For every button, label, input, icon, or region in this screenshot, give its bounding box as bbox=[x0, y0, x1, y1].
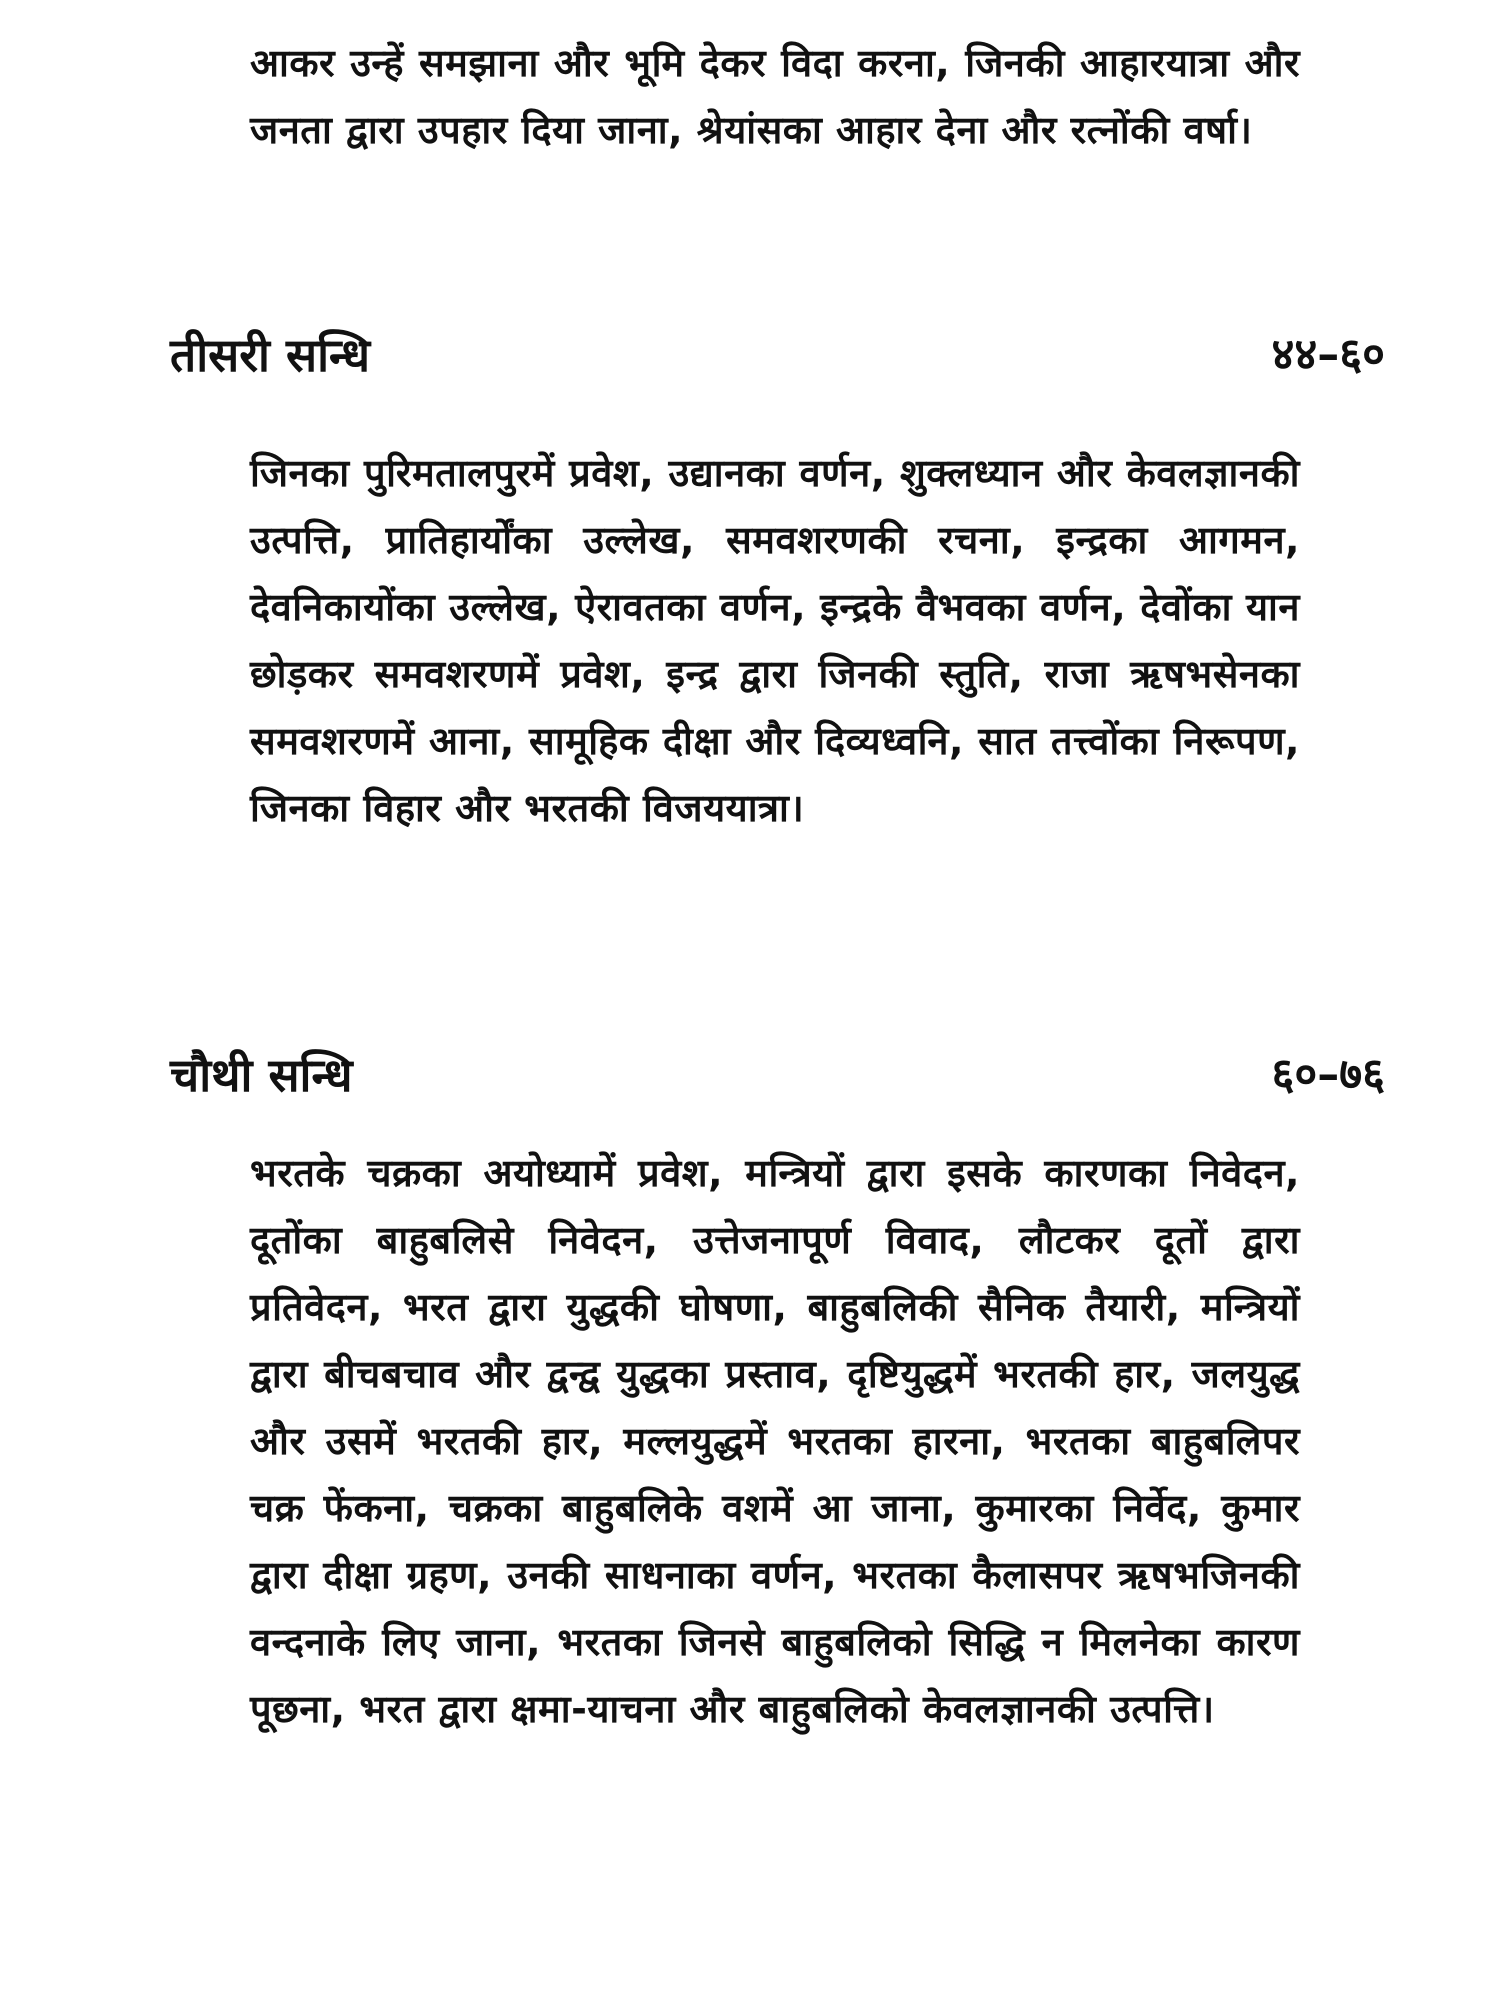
intro-paragraph: आकर उन्हें समझाना और भूमि देकर विदा करना, जिनकी आहारयात्रा और जनता द्वारा उपहार दिया जाना, श्रेयांसका आहार देना और रत्नोंकी वर्षा। bbox=[250, 41, 1300, 152]
section-summary-fourth-sandhi: भरतके चक्रका अयोध्यामें प्रवेश, मन्त्रियों द्वारा इसके कारणका निवेदन, दूतोंका बाहुबलिसे निवेदन, उत्तेजनापूर्ण विवाद, लौटकर दूतों द्वारा प्रतिवेदन, भरत द्वारा युद्धकी घोषणा, बाहुबलिकी सैनिक तैयारी, मन्त्रियों द्वारा बीचबचाव और द्वन्द्व युद्धका प्रस्ताव, दृष्टियुद्धमें भरतकी हार, जलयुद्ध और उसमें भरतकी हार, मल्लयुद्धमें भरतका हारना, भरतका बाहुबलिपर चक्र फेंकना, चक्रका बाहुबलिके वशमें आ जाना, कुमारका निर्वेद, कुमार द्वारा दीक्षा ग्रहण, उनकी साधनाका वर्णन, भरतका कैलासपर ऋषभजिनकी वन्दनाके लिए जाना, भरतका जिनसे बाहुबलिको सिद्धि न मिलनेका कारण पूछना, भरत द्वारा क्षमा-याचना और बाहुबलिको केवलज्ञानकी उत्पत्ति। bbox=[250, 1151, 1300, 1731]
section-title: चौथी सन्धि bbox=[170, 1048, 353, 1102]
page-range: ६०–७६ bbox=[1271, 1049, 1385, 1100]
section-heading-fourth-sandhi bbox=[170, 1040, 1385, 1110]
page-range: ४४–६० bbox=[1271, 329, 1385, 380]
section-summary-third-sandhi: जिनका पुरिमतालपुरमें प्रवेश, उद्यानका वर्णन, शुक्लध्यान और केवलज्ञानकी उत्पत्ति, प्रातिहार्योंका उल्लेख, समवशरणकी रचना, इन्द्रका आगमन, देवनिकायोंका उल्लेख, ऐरावतका वर्णन, इन्द्रके वैभवका वर्णन, देवोंका यान छोड़कर समवशरणमें प्रवेश, इन्द्र द्वारा जिनकी स्तुति, राजा ऋषभसेनका समवशरणमें आना, सामूहिक दीक्षा और दिव्यध्वनि, सात तत्त्वोंका निरूपण, जिनका विहार और भरतकी विजययात्रा। bbox=[250, 451, 1300, 830]
section-title: तीसरी सन्धि bbox=[170, 328, 371, 382]
section-heading-third-sandhi bbox=[170, 320, 1385, 390]
